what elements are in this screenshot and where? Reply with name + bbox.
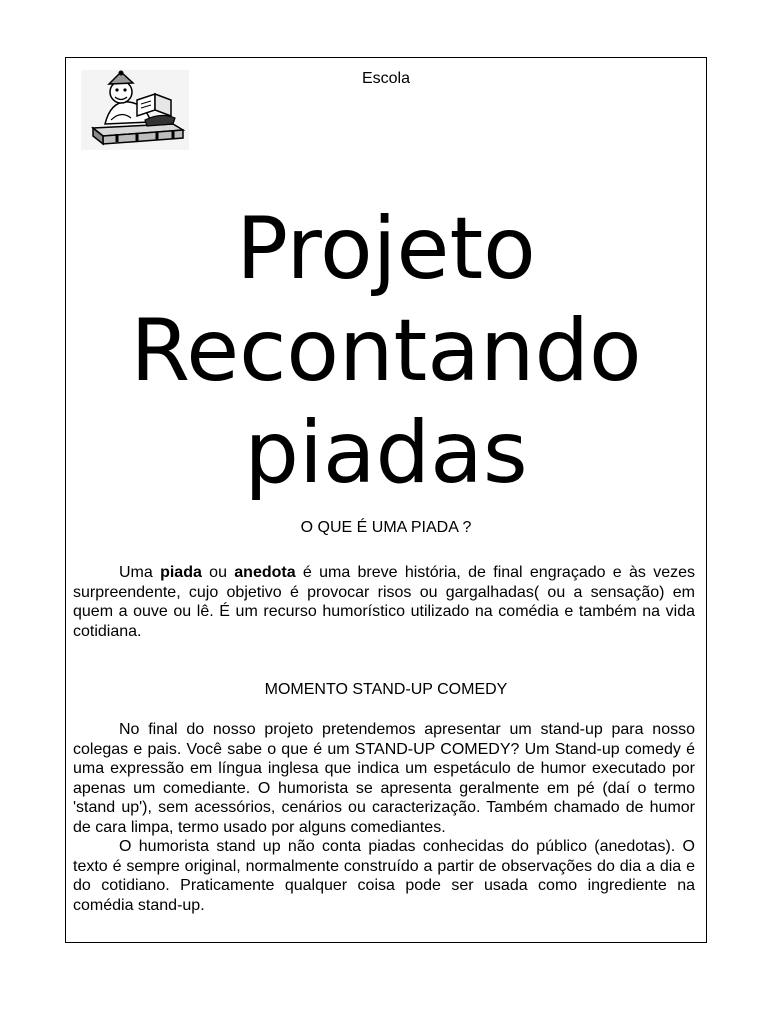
text-segment: ou: [201, 564, 235, 581]
title-line-1: Projeto: [236, 199, 536, 299]
joke-definition-paragraph: [73, 563, 695, 641]
page-title: [66, 198, 706, 504]
section-heading-standup: MOMENTO STAND-UP COMEDY: [264, 681, 508, 698]
title-line-2: Recontando: [130, 301, 642, 401]
page-border: [65, 57, 707, 943]
section-heading-what-is-joke: O QUE É UMA PIADA ?: [300, 519, 472, 536]
standup-paragraph-2: O humorista stand up não conta piadas conhecidas do público (anedotas). O texto é sempre original, normalmente construído a partir de observações do dia a dia e do cotidiano. Praticamente qualquer coisa pode ser usada como ingrediente na comédia stand-up.: [73, 838, 695, 914]
school-name: Escola: [361, 70, 411, 87]
standup-paragraph-1: No final do nosso projeto pretendemos apresentar um stand-up para nosso colegas e pais. Você sabe o que é um STAND-UP COMEDY? Um Stand-up comedy é uma expressão em língua inglesa que indica um espetáculo de humor executado por apenas um comediante. O humorista se apresenta geralmente em pé (daí o termo 'stand up'), sem acessórios, cenários ou caracterização. Também chamado de humor de cara limpa, termo usado por alguns comediantes.: [73, 721, 695, 836]
term-anedota: anedota: [234, 564, 296, 581]
text-segment: é uma breve história, de final engraçado e às vezes surpreendente, cujo objetivo é provocar risos ou gargalhadas( ou a sensação) em quem a ouve ou lê. É um recurso humorístico utilizado na comédia e também na vida cotidiana.: [73, 564, 695, 640]
term-piada: piada: [160, 564, 202, 581]
text-segment: Uma: [119, 564, 161, 581]
title-line-3: piadas: [244, 403, 528, 503]
standup-paragraphs: [73, 720, 695, 915]
